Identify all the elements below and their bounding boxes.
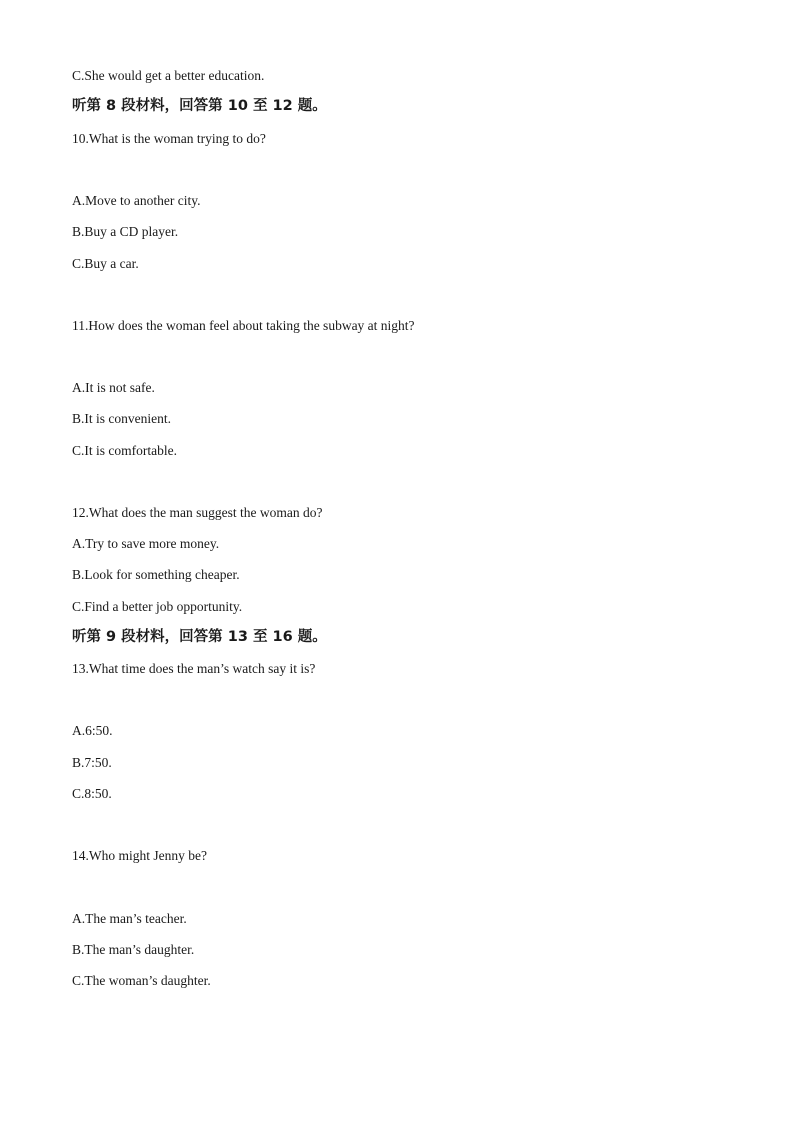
q14-question: 14.Who might Jenny be? xyxy=(72,848,207,863)
q10-question: 10.What is the woman trying to do? xyxy=(72,131,266,146)
q10-option-a: A.Move to another city. xyxy=(72,193,201,208)
q13-option-c: C.8:50. xyxy=(72,786,112,801)
q14-option-a: A.The man’s teacher. xyxy=(72,911,187,926)
q14-option-b: B.The man’s daughter. xyxy=(72,942,195,957)
section-8-header: 听第 8 段材料，回答第 10 至 12 题。 xyxy=(72,98,327,114)
q13-option-b: B.7:50. xyxy=(72,755,112,770)
q13-question: 13.What time does the man’s watch say it is? xyxy=(72,661,316,676)
q13-option-a: A.6:50. xyxy=(72,723,113,738)
section-9-header: 听第 9 段材料，回答第 13 至 16 题。 xyxy=(72,629,327,645)
q11-option-a: A.It is not safe. xyxy=(72,380,155,395)
q12-option-b: B.Look for something cheaper. xyxy=(72,567,240,582)
q12-option-a: A.Try to save more money. xyxy=(72,536,220,551)
q14-option-c: C.The woman’s daughter. xyxy=(72,973,211,988)
q12-question: 12.What does the man suggest the woman do? xyxy=(72,505,323,520)
q11-question: 11.How does the woman feel about taking the subway at night? xyxy=(72,318,415,333)
q10-option-b: B.Buy a CD player. xyxy=(72,224,179,239)
q10-option-c: C.Buy a car. xyxy=(72,256,139,271)
q12-option-c: C.Find a better job opportunity. xyxy=(72,599,243,614)
q11-option-c: C.It is comfortable. xyxy=(72,443,177,458)
q11-option-b: B.It is convenient. xyxy=(72,411,171,426)
q9-option-c: C.She would get a better education. xyxy=(72,68,265,83)
